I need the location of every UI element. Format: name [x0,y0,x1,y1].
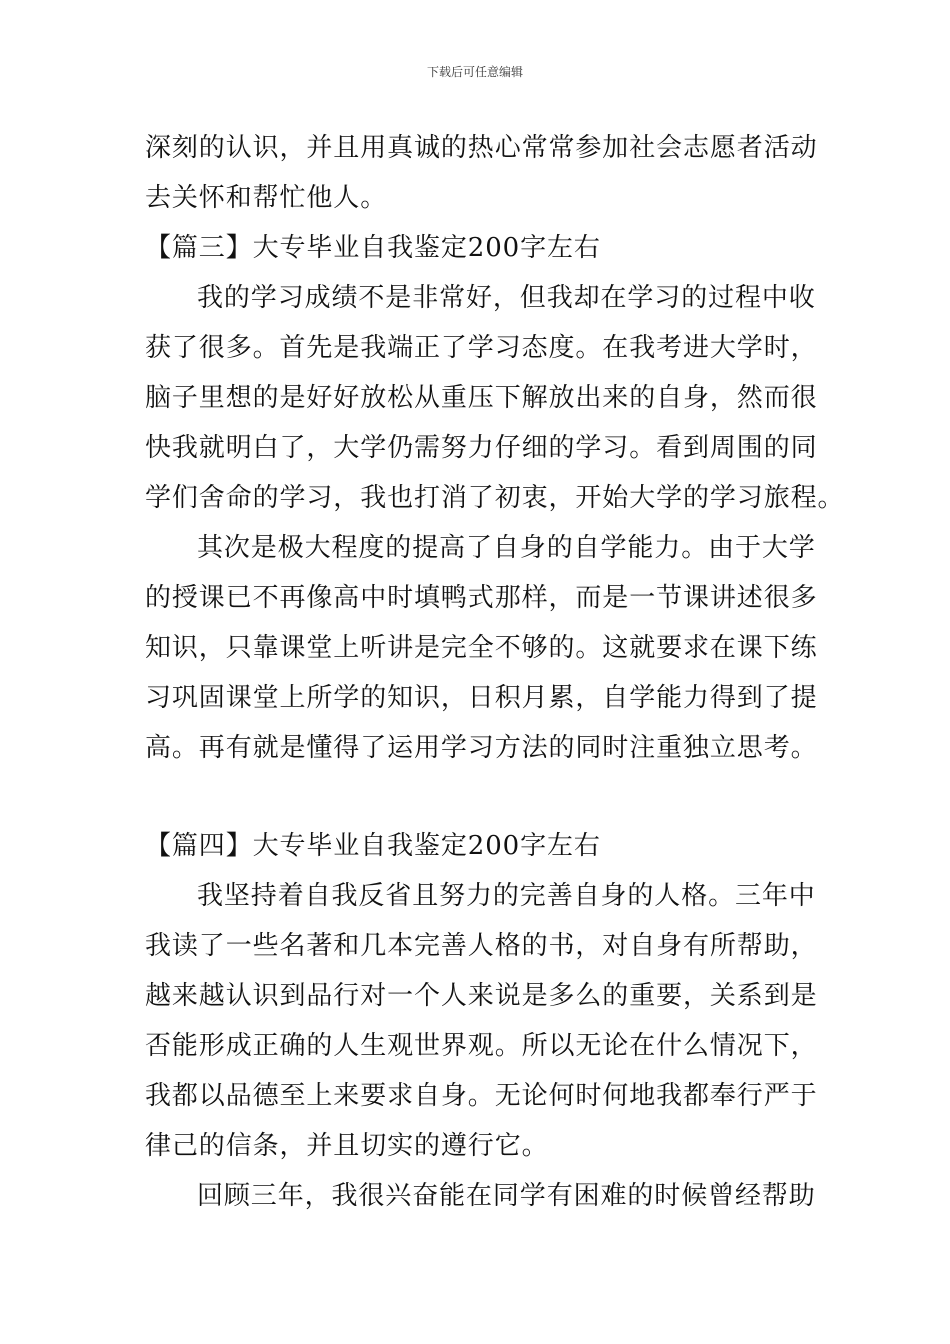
page-header: 下载后可任意编辑 [426,65,523,79]
text-line: 去关怀和帮忙他人。 [145,183,388,213]
text-line: 回顾三年，我很兴奋能在同学有困难的时候曾经帮助 [197,1181,816,1211]
text-line: 越来越认识到品行对一个人来说是多么的重要，关系到是 [145,981,818,1011]
text-line: 习巩固课堂上所学的知识，日积月累，自学能力得到了提 [145,683,818,713]
text-line: 律己的信条，并且切实的遵行它。 [145,1131,549,1161]
text-line: 脑子里想的是好好放松从重压下解放出来的自身，然而很 [145,383,818,413]
text-line: 我都以品德至上来要求自身。无论何时何地我都奉行严于 [145,1081,818,1111]
text-line: 学们舍命的学习，我也打消了初衷，开始大学的学习旅程。 [145,483,845,513]
text-line: 知识，只靠课堂上听讲是完全不够的。这就要求在课下练 [145,633,818,663]
text-line: 的授课已不再像高中时填鸭式那样，而是一节课讲述很多 [145,583,818,613]
text-line: 我读了一些名著和几本完善人格的书，对自身有所帮助， [145,931,818,961]
text-line: 深刻的认识，并且用真诚的热心常常参加社会志愿者活动 [145,133,818,163]
text-line: 获了很多。首先是我端正了学习态度。在我考进大学时， [145,333,818,363]
text-line: 我的学习成绩不是非常好，但我却在学习的过程中收 [197,283,816,313]
text-line: 高。再有就是懂得了运用学习方法的同时注重独立思考。 [145,733,818,763]
text-line: 快我就明白了，大学仍需努力仔细的学习。看到周围的同 [145,433,818,463]
text-line: 否能形成正确的人生观世界观。所以无论在什么情况下， [145,1031,818,1061]
section-heading: 【篇四】大专毕业自我鉴定200字左右 [145,831,601,861]
section-heading: 【篇三】大专毕业自我鉴定200字左右 [145,233,601,263]
text-line: 我坚持着自我反省且努力的完善自身的人格。三年中 [197,881,816,911]
text-line: 其次是极大程度的提高了自身的自学能力。由于大学 [197,533,816,563]
